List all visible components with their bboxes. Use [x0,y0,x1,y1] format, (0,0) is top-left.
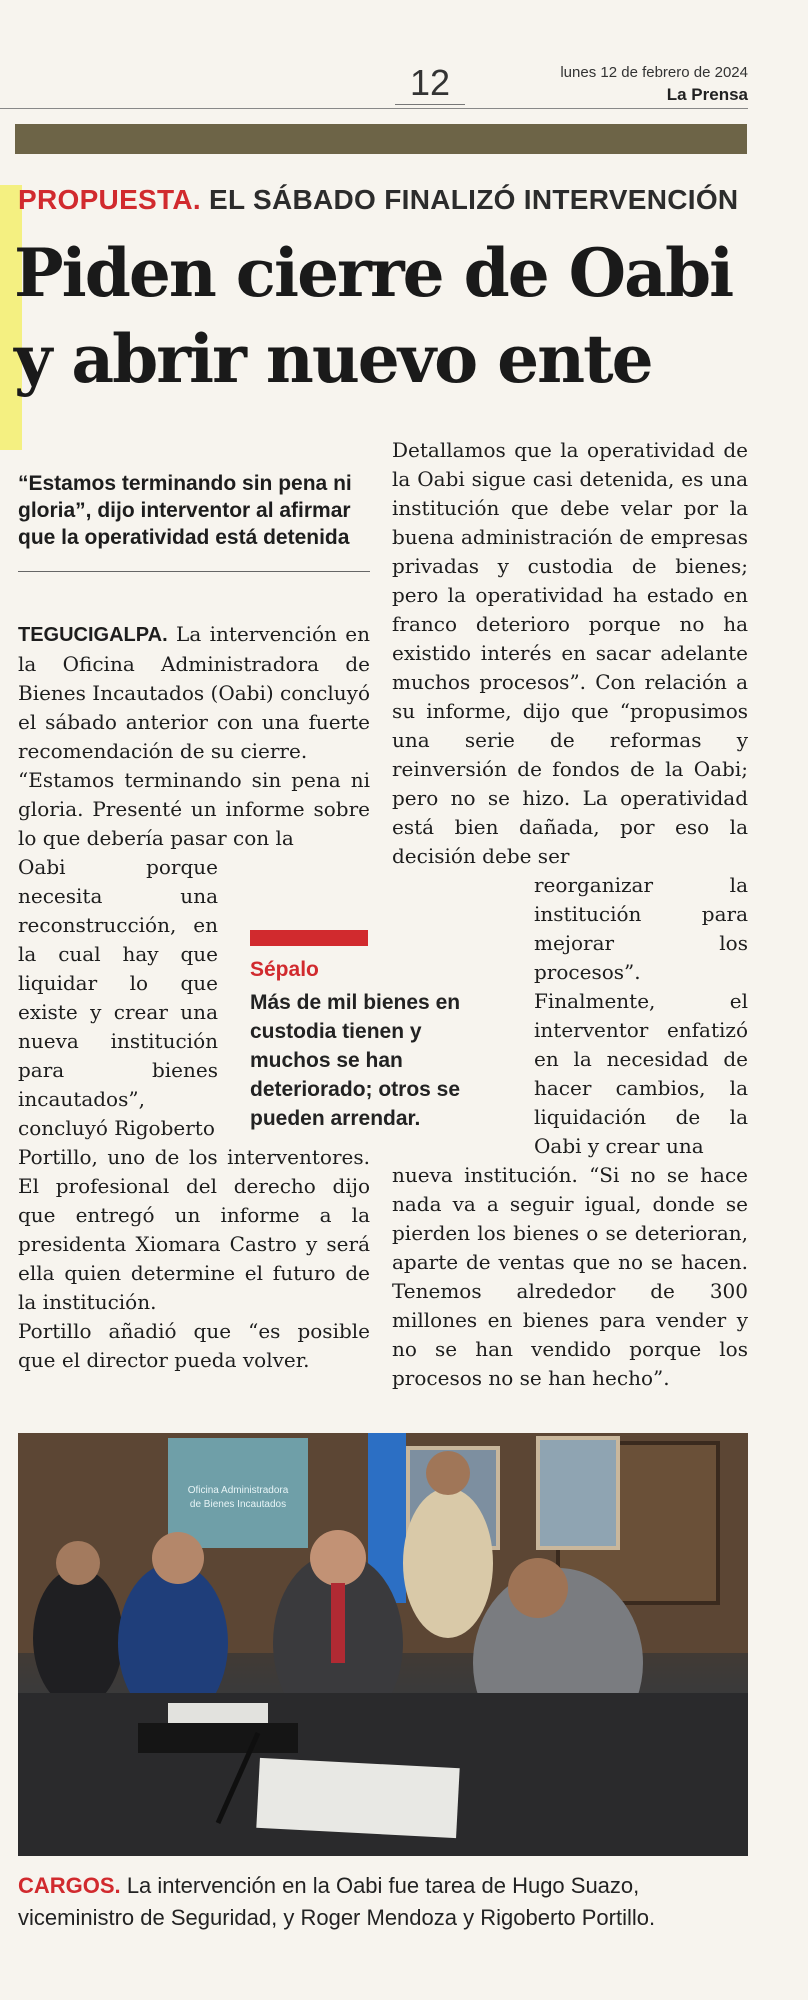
page-number: 12 [395,62,465,105]
kicker-text: EL SÁBADO FINALIZÓ INTERVENCIÓN [209,184,739,215]
box-title: Sépalo [250,958,319,981]
caption-tag: CARGOS. [18,1873,121,1898]
issue-date: lunes 12 de febrero de 2024 [560,64,748,81]
paragraph: Portillo añadió que “es posible que el director pueda volver. [18,1319,370,1372]
dateline: TEGUCIGALPA. [18,624,168,646]
news-photo [18,1433,748,1856]
photo-caption [18,1870,758,1934]
paragraph-text: La intervención en la Oficina Administradora de Bienes Incautados (Oabi) concluyó el sábado anterior con una fuerte recomendación de su cierre. [18,622,371,763]
paragraph: Detallamos que la operatividad de la Oabi sigue casi detenida, es una institución que debe velar por la buena administración de empresas privadas y custodia de bienes; pero la operatividad ha estado en franco deterioro porque no ha existido interés en sacar adelante muchos procesos”. Con relación a su informe, dijo que “propusimos una serie de reformas y reinversión de fondos de la Oabi; pero no se hizo. La operatividad está bien dañada, por eso la decisión debe ser [392,438,748,868]
paragraph: Oabi porque necesita una reconstrucción, en la cual hay que liquidar lo que existe y crear una nueva institución para bienes incautados”, concluyó Rigoberto [18,855,218,1140]
paragraph: “Estamos terminando sin pena ni gloria. Presenté un informe sobre lo que debería pasar con la [18,768,370,850]
paragraph: Finalmente, el interventor enfatizó en la necesidad de hacer cambios, la liquidación de la Oabi y crear una [534,989,748,1158]
head-4 [426,1451,470,1495]
caption-text: La intervención en la Oabi fue tarea de Hugo Suazo, viceministro de Seguridad, y Roger Mendoza y Rigoberto Portillo. [18,1873,656,1930]
head-2 [152,1532,204,1584]
header-rule [0,108,748,109]
tie [331,1583,345,1663]
paper-sheet [256,1758,459,1838]
paragraph: reorganizar la institución para mejorar los procesos”. [534,873,748,984]
person-1 [33,1568,123,1708]
right-column [392,436,748,1393]
person-4 [403,1488,493,1638]
banner-text-2: de Bienes Incautados [189,1499,287,1510]
head-5 [508,1558,568,1618]
box-text: Más de mil bienes en custodia tienen y muchos se han deteriorado; otros se pueden arrendar. [250,991,461,1130]
paragraph: nueva institución. “Si no se hace nada va a seguir igual, donde se pierden los bienes o se deterioran, aparte de ventas que no se hacen. Tenemos alrededor de 300 millones en bienes para vender y no se han vendido porque los procesos no se han hecho”. [392,1163,748,1390]
microphone-base [138,1723,298,1753]
paragraph: Portillo, uno de los interventores. El profesional del derecho dijo que entregó un informe a la presidenta Xiomara Castro y será ella quien determine el futuro de la institución. [18,1145,370,1314]
photo-illustration [18,1433,748,1856]
kicker [18,184,748,216]
newspaper-name: La Prensa [666,85,748,104]
painting-2 [538,1438,618,1548]
head-3 [310,1530,366,1586]
paragraph [18,620,370,766]
headline-line-2: y abrir nuevo ente [14,320,652,398]
box-accent-bar [250,930,368,946]
headline [14,230,754,402]
deck: “Estamos terminando sin pena ni gloria”, dijo interventor al afirmar que la operatividad está detenida [18,440,370,572]
kicker-tag: PROPUESTA. [18,184,201,215]
headline-line-1: Piden cierre de Oabi [14,234,733,312]
banner-text: Oficina Administradora [187,1485,289,1496]
head-1 [56,1541,100,1585]
sepalo-box [250,930,480,1133]
section-band [15,124,747,154]
